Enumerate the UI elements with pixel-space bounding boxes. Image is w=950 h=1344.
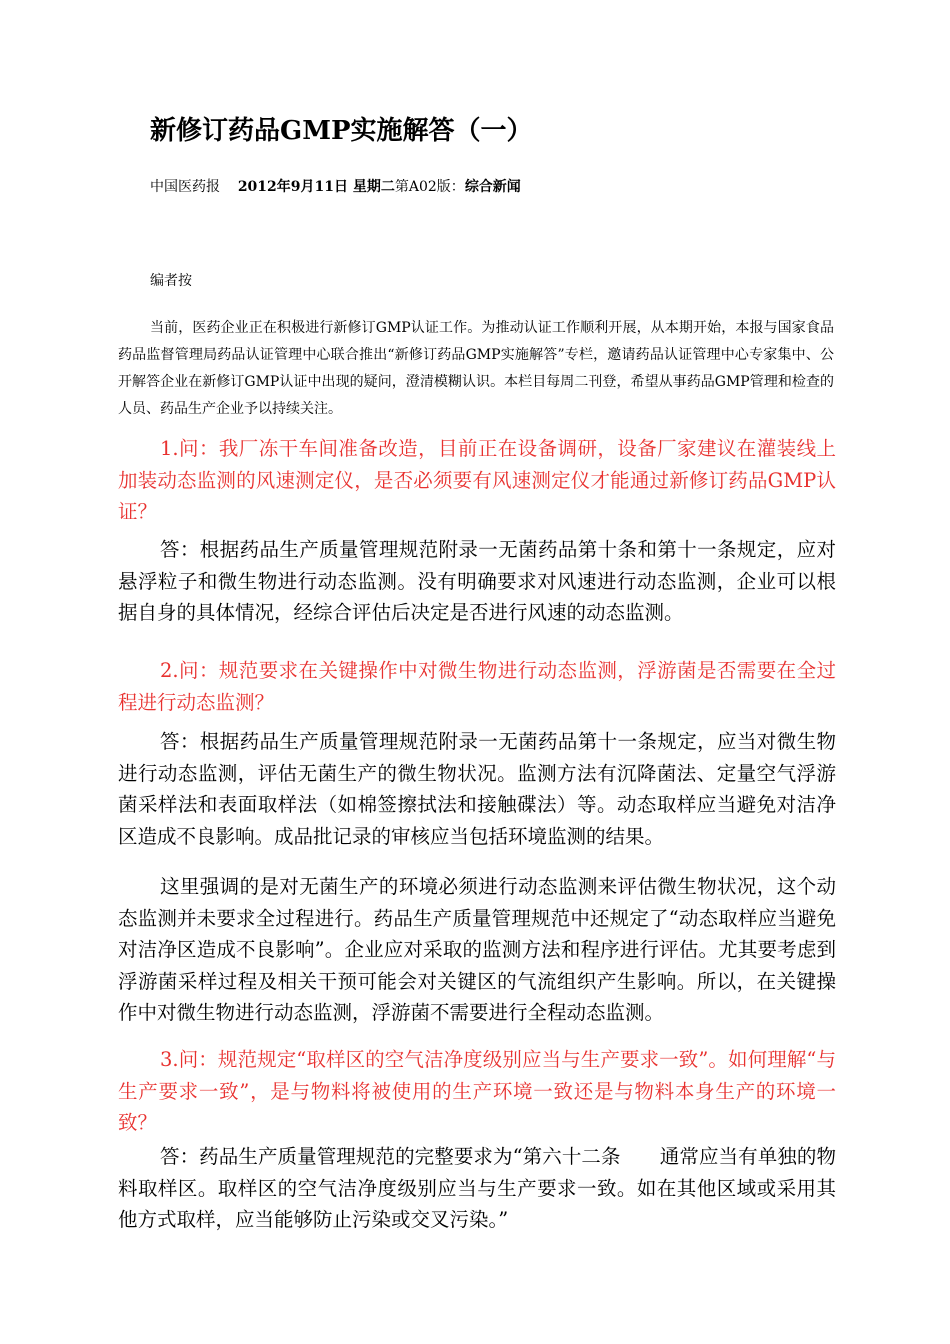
answer-2-continuation: 这里强调的是对无菌生产的环境必须进行动态监测来评估微生物状况，这个动态监测并未要求全过程进行。药品生产质量管理规范中还规定了“动态取样应当避免对洁净区造成不良影响”。企业应对采取的监测方法和程序进行评估。尤其要考虑到浮游菌采样过程及相关干预可能会对关键区的气流组织产生影响。所以，在关键操作中对微生物进行动态监测，浮游菌不需要进行全程动态监测。 — [118, 875, 836, 1024]
meta-date: 2012年9月11日 星期二 — [237, 179, 395, 195]
question-2: 2.问：规范要求在关键操作中对微生物进行动态监测，浮游菌是否需要在全过程进行动态监测？ — [118, 659, 836, 714]
meta-section: 综合新闻 — [464, 179, 521, 195]
answer-3: 答：药品生产质量管理规范的完整要求为“第六十二条 通常应当有单独的物料取样区。取样区的空气洁净度级别应当与生产要求一致。如在其他区域或采用其他方式取样，应当能够防止污染或交叉污染。” — [118, 1145, 836, 1231]
meta-edition: 第A02版： — [394, 179, 465, 195]
article-title: 新修订药品GMP实施解答（一） — [150, 116, 533, 146]
article-meta — [150, 176, 521, 196]
editor-note-heading: 编者按 — [150, 273, 192, 289]
question-3: 3.问：规范规定“取样区的空气洁净度级别应当与生产要求一致”。如何理解“与生产要求一致”，是与物料将被使用的生产环境一致还是与物料本身生产的环境一致？ — [118, 1048, 836, 1134]
meta-source: 中国医药报 — [150, 179, 220, 195]
answer-1: 答：根据药品生产质量管理规范附录一无菌药品第十条和第十一条规定，应对悬浮粒子和微生物进行动态监测。没有明确要求对风速进行动态监测，企业可以根据自身的具体情况，经综合评估后决定是否进行风速的动态监测。 — [118, 538, 836, 624]
intro-paragraph: 当前，医药企业正在积极进行新修订GMP认证工作。为推动认证工作顺利开展，从本期开始，本报与国家食品药品监督管理局药品认证管理中心联合推出“新修订药品GMP实施解答”专栏，邀请药品认证管理中心专家集中、公开解答企业在新修订GMP认证中出现的疑问，澄清模糊认识。本栏目每周二刊登，希望从事药品GMP管理和检查的人员、药品生产企业予以持续关注。 — [118, 320, 834, 417]
answer-2: 答：根据药品生产质量管理规范附录一无菌药品第十一条规定，应当对微生物进行动态监测，评估无菌生产的微生物状况。监测方法有沉降菌法、定量空气浮游菌采样法和表面取样法（如棉签擦拭法和接触碟法）等。动态取样应当避免对洁净区造成不良影响。成品批记录的审核应当包括环境监测的结果。 — [118, 730, 836, 848]
question-1: 1.问：我厂冻干车间准备改造，目前正在设备调研，设备厂家建议在灌装线上加装动态监测的风速测定仪，是否必须要有风速测定仪才能通过新修订药品GMP认证？ — [118, 437, 836, 523]
